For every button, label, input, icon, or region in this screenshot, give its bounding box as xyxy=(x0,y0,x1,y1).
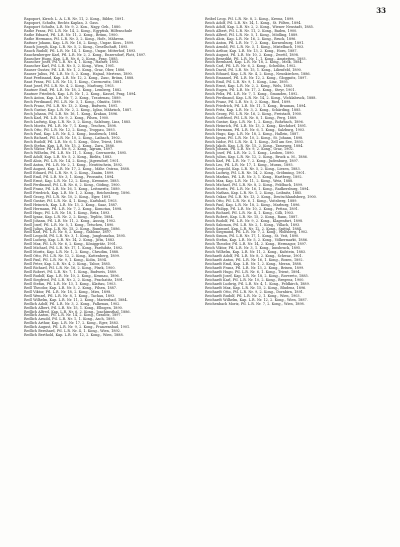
list-entry: Redl Hermann, Ptl. L.R. Nr. 7, 2. Kong., Komotau, 1898. xyxy=(24,206,123,211)
list-entry: Reichardt Rudolf, Ptl. L.R. Nr. 2, 1. Kong., Wien, 1903. xyxy=(205,293,301,298)
list-entry: Reich Salomon, Ptl. L.R. Nr. 2, 1. Kong., Villach, 1893. xyxy=(205,222,301,227)
list-entry: Reich Otto, Ptl. L.R. Nr. 6, 1. Kong., Voitsberg, 1889. xyxy=(205,198,298,203)
list-entry: Redl Heinrich, Kap. L.R. Nr. 13, 2. Kong., Saaz, 1887. xyxy=(24,202,119,207)
list-entry: Reich Simon, Ptl. L.R. Nr. 17, 1. Kong., St. Veit, 1890. xyxy=(205,234,300,239)
list-entry: Rautner Emil, Ptl. L.R. Nr. 18, 2. Kong., Lemberg, 1882. xyxy=(24,88,123,93)
list-entry: Redlich Anton, Ptl. L.R. Nr. 14, 2. Kong., Graslitz, 1897. xyxy=(24,313,122,318)
list-entry: Rauch Joseph, Kap. L.R. Nr. 5, 2. Kong., Gesellschaft, 1895. xyxy=(24,44,129,49)
list-entry: Redl Paul, Ptl. L.R. Nr. 9, 1. Kong., Kolin, 1894. xyxy=(24,258,107,263)
list-entry: Redl Stefan, Ptl. L.R. Nr. 13, 1. Kong., Klattau, 1903. xyxy=(24,281,117,286)
list-entry: Rauch Rudolf, Ptl. L.R. Nr. 14, 1. Kong., Ungar, Mitterhof, 1893. xyxy=(24,48,137,53)
list-entry: Reich Anton, Ptl. L.R. Nr. 7, 2. Kong., Korneuburg, 1891. xyxy=(205,40,305,45)
list-entry: Reich Robert, Kap. L.R. Nr. 15, 2. Kong., Rann, 1887. xyxy=(205,214,299,219)
list-entry: Rapoport, Kirsch L. A. L.R. Nr. 11, 2. Kong., Bilder, 1891. xyxy=(24,17,125,21)
list-entry: Reich Carl, Ptl. L.R. Nr. 6, 2. Kong., Scheibbs, 1902. xyxy=(205,64,297,69)
list-entry: Redl Johann, Ptl. L.R. Nr. 11, 2. Kong., Aussig, 1902. xyxy=(24,218,117,223)
list-entry: Reich Leopold, Kap. L.R. Nr. 5, 2. Kong., Liezen, 1883. xyxy=(205,167,301,172)
list-entry: Rapoport Schultz, L.R. Nr. 9, 2. Kon., Nagy. Geb., 1880. xyxy=(24,24,122,29)
list-entry: Reich Markus, Ptl. L.R. Nr. 3, 1. Kong., Hartberg, 1892. xyxy=(205,175,303,180)
list-entry: Reich Wilhelm, Kap. L.R. Nr. 11, 2. Kong., Kufstein, 1883. xyxy=(205,250,307,255)
list-entry: Redl Gustav, Ptl. L.R. Nr. 4, 1. Kong., Karlsbad, 1903. xyxy=(24,198,118,203)
list-entry: Redl Ignaz, Kap. L.R. Nr. 2, 2. Kong., Teplitz, 1884. xyxy=(24,214,114,219)
list-entry: Redl Julius, Kap. L.R. Nr. 15, 2. Kong., Rumburg, 1886. xyxy=(24,226,121,231)
list-entry: Reich Georg, Ptl. L.R. Nr. 16, 2. Kong., Freistadt, 1900. xyxy=(205,111,303,116)
list-entry: Redl Robert, Ptl. L.R. Nr. 7, 1. Kong., Budweis, 1889. xyxy=(24,270,118,274)
list-entry: Rech Ferdinand, Ptl. L.R. Nr. 3, 1. Kong., Olmütz, 1899. xyxy=(24,100,122,105)
list-entry: Reichardt Franz, Ptl. L.R. Nr. 13, 2. Kong., Brixen, 1899. xyxy=(205,266,305,271)
list-entry: Rech Moritz, Ptl. L.R. Nr. 7, 1. Kong., Teschen, 1898. xyxy=(24,123,117,128)
list-entry: Reich Eugen, Ptl. L.R. Nr. 17, 2. Kong., Steyr, 1901. xyxy=(205,88,296,93)
list-entry: Redl Viktor, Ptl. L.R. Nr. 18, 2. Kong., Mies, 1898. xyxy=(24,289,112,294)
list-entry: Redl Hugo, Ptl. L.R. Nr. 18, 1. Kong., Brüx, 1893. xyxy=(24,210,111,215)
list-entry: Reich Viktor, Ptl. L.R. Nr. 3, 1. Kong., Innsbruck, 1895. xyxy=(205,246,302,251)
list-entry: Rech Anton, Kap. L.R. Nr. 7, 2. Kong., Trautenau, 1889. xyxy=(24,96,122,101)
list-entry: Reichardt Wilhelm, Kap. L.R. Nr. 12, 2. Kong., Wien, 1887. xyxy=(205,297,308,302)
list-entry: Redl Leopold, Ptl. L.R. Nr. 3, 1. Kong., Jungbunzlau, 1895. xyxy=(24,234,126,239)
list-entry: Reich Max, Kap. L.R. Nr. 11, 2. Kong., Weiz, 1888. xyxy=(205,179,294,184)
list-entry: Rauser Julius, Ptl. L.R. Nr. 5, 2. Kong., Hajnal, Mertens, 1890. xyxy=(24,72,133,77)
list-entry: Redl August, Kap. L.R. Nr. 17, 2. Kong., Mähr. Ostrau, 1888. xyxy=(24,167,130,172)
list-entry: Redl Siegfried, Ptl. L.R. Nr. 2, 2. Kong., Prachatitz, 1891. xyxy=(24,277,125,282)
list-entry: Reich Philipp, Ptl. L.R. Nr. 10, 2. Kong., Pettau, 1891. xyxy=(205,206,299,211)
list-entry: Reich Michael, Ptl. L.R. Nr. 8, 2. Kong., Feldbach, 1899. xyxy=(205,183,304,188)
list-entry: Reich Bernhard, Kap. L.R. Nr. 18, 2. Kong., Melk, 1884. xyxy=(205,60,303,65)
right-column xyxy=(205,18,373,307)
list-entry: Redl Emil, Ptl. L.R. Nr. 3, 1. Kong., Prossnitz, 1894. xyxy=(24,175,115,180)
list-entry: Reich Gottfried, Ptl. L.R. Nr. 8, 1. Kong., Perg, 1889. xyxy=(205,115,298,120)
list-entry: Redl Michael, Ptl. L.R. Nr. 17, 1. Kong., Pardubitz, 1892. xyxy=(24,246,124,251)
list-entry: Rech Johann, Ptl. L.R. Nr. 16, 1. Kong., Krakau, 1896. xyxy=(24,111,119,116)
list-entry: Raut Ferdinand, Kap. L.R. Nr. 12, 2. Kong., Zauc, Brünn, 1888. xyxy=(24,76,135,81)
list-entry: Rech Karl, Ptl. L.R. Nr. 9, 2. Kong., Pilsen, 1900. xyxy=(24,115,110,120)
list-entry: Rathe Franz, Ptl. L.R. Nr. 14, 2. Kong., Egyptisk, Hilfenschule xyxy=(24,28,133,33)
list-entry: Reich Alfred, Ptl. L.R. Nr. 5, 1. Kong., Mödling, 1889. xyxy=(205,32,299,37)
page-number: 33 xyxy=(376,6,386,15)
list-entry: Rech Viktor, Ptl. L.R. Nr. 8, 2. Kong., Agram, 1897. xyxy=(24,147,114,152)
list-entry: Redlich Arnold, Ptl. L.R. Nr. 1, 1. Kong., Asch, 1895. xyxy=(24,317,116,322)
list-entry: Redl Ferdinand, Ptl. L.R. Nr. 6, 2. Kong., Göding, 1900. xyxy=(24,183,121,188)
list-entry: Reich Paul, Kap. L.R. Nr. 18, 2. Kong., Marburg, 1896. xyxy=(205,202,301,207)
list-entry: Reich Stefan, Kap. L.R. Nr. 5, 2. Kong., Völkermarkt, 1886. xyxy=(205,238,308,243)
list-entry: Reich Emil, Ptl. L.R. Nr. 9, 1. Kong., Linz, 1895. xyxy=(205,80,289,85)
list-entry: Reich Josef, Ptl. L.R. Nr. 2, 1. Kong., Leoben, 1890. xyxy=(205,151,295,156)
left-column xyxy=(24,18,192,338)
list-entry: Rech Otto, Ptl. L.R. Nr. 12, 2. Kong., Troppau, 1893. xyxy=(24,127,116,132)
list-entry: Reich Isidor, Ptl. L.R. Nr. 4, 1. Kong., Zell am See, 1893. xyxy=(205,139,304,144)
list-entry: Reich Eduard, Kap. L.R. Nr. 4, 2. Kong., Neunkirchen, 1886. xyxy=(205,72,311,77)
list-entry: Reich Moritz, Ptl. L.R. Nr. 16, 1. Kong., Radkersburg, 1894. xyxy=(205,186,310,191)
list-entry: Reich Nathan, Kap. L.R. Nr. 1, 2. Kong., Leibnitz, 1885. xyxy=(205,190,303,195)
list-entry: Rapoport, Schultz, Rechts Kaplan, 3. Gass. xyxy=(24,20,99,25)
list-entry: Rech Rudolf, Ptl. L.R. Nr. 6, 1. Kong., Görz, Triest, 1890. xyxy=(24,139,124,144)
list-entry: Rauchenberger Karl, Ptl. L.R. Nr. 2, 2. Kong., Enzersdorf, Plott, 1897. xyxy=(24,52,147,57)
list-entry: Redl Rudolf, Kap. L.R. Nr. 10, 2. Kong., Krumau, 1896. xyxy=(24,273,120,278)
list-entry: Reich Oskar, Ptl. L.R. Nr. 13, 2. Kong., Deutschlandsberg, 1900. xyxy=(205,194,317,199)
list-entry: Redl Wenzel, Ptl. L.R. Nr. 8, 1. Kong., Tachau, 1893. xyxy=(24,293,116,298)
list-entry: Redl Friedrich, Kap. L.R. Nr. 1, 2. Kong., Reichenberg, 1896. xyxy=(24,190,131,195)
list-entry: Redlich Alfred, Kap. L.R. Nr. 6, 2. Kong., Joachimsthal, 1886. xyxy=(24,309,131,314)
list-entry: Reichardt Otto, Ptl. L.R. Nr. 9, 2. Kong., Dornbirn, 1891. xyxy=(205,289,304,294)
list-entry: Redl Moritz, Kap. L.R. Nr. 1, 2. Kong., Chrudim, 1888. xyxy=(24,250,120,255)
list-entry: Rech Paul, Kap. L.R. Nr. 4, 2. Kong., Innsbruck, 1884. xyxy=(24,131,119,136)
list-entry: Rauscher Hugo, Kap. L.R. Nr. 6, 2. Kong., Prag, 1885. xyxy=(24,56,119,61)
list-entry: Reich Samuel, Kap. L.R. Nr. 12, 2. Kong., Spittal, 1884. xyxy=(205,226,303,231)
list-entry: Redl Adolf, Kap. L.R. Nr. 5, 2. Kong., Bielitz, 1883. xyxy=(24,155,113,160)
list-entry: Redl Franz, Ptl. L.R. Nr. 16, 1. Kong., Leitmeritz, 1889. xyxy=(24,186,121,191)
list-entry: Rech Richard, Ptl. L.R. Nr. 10, 2. Kong., Laibach, 1902. xyxy=(24,135,121,140)
list-entry: Reich Karl, Ptl. L.R. Nr. 7, 2. Kong., Judenburg, 1897. xyxy=(205,159,299,164)
list-entry: Redlich August, Ptl. L.R. Nr. 9, 2. Kong., Franzensbad, 1901. xyxy=(24,325,131,330)
list-entry: Rauscher Karl, Ptl. L.R. Nr. 5, 2. Kong., Wien, 1901. xyxy=(24,64,116,69)
list-entry: Reichardt Emil, Kap. L.R. Nr. 1, 2. Kong., Meran, 1888. xyxy=(205,262,302,267)
list-entry: Reich Franz, Ptl. L.R. Nr. 5, 2. Kong., Ried, 1899. xyxy=(205,100,292,105)
list-entry: Reich Gustav, Kap. L.R. Nr. 1, 2. Kong., Rohrbach, 1896. xyxy=(205,119,304,124)
list-entry: Reich Albert, Ptl. L.R. Nr. 11, 2. Kong., Baden, 1900. xyxy=(205,28,298,33)
list-entry: Redl Ludwig, Kap. L.R. Nr. 14, 2. Kong., Jičín, 1883. xyxy=(24,238,116,243)
list-entry: Reichardt Josef, Kap. L.R. Nr. 18, 2. Kong., Rovereto, 1885. xyxy=(205,273,309,278)
list-entry: Reich Julius, Kap. L.R. Nr. 12, 2. Kong., Bruck a. M., 1886. xyxy=(205,155,308,160)
list-entry: Reichardt Hugo, Ptl. L.R. Nr. 6, 1. Kong., Trient, 1894. xyxy=(205,270,301,274)
list-entry: Reich Benedikt, Ptl. L.R. Nr. 1, 1. Kong., Amstetten, 1893. xyxy=(205,56,307,61)
list-entry: Redl Theodor, Kap. L.R. Nr. 5, 2. Kong., Pilsen, 1887. xyxy=(24,285,118,290)
list-entry: Reichardt Anton, Ptl. L.R. Nr. 16, 1. Kong., Bozen, 1892. xyxy=(205,258,304,263)
list-entry: Rattner Johann, Kap. L.R. Nr. 16, 2. Kong., Ungar. Koss., 1899. xyxy=(24,40,135,45)
list-entry: Reich Felix, Ptl. L.R. Nr. 7, 1. Kong., Gmunden, 1892. xyxy=(205,92,299,97)
list-entry: Reich Alois, Kap. L.R. Nr. 16, 2. Kong., Bruck, 1896. xyxy=(205,36,297,41)
list-entry: Redlich Albert, Ptl. L.R. Nr. 15, 1. Kong., Elbogen, 1890. xyxy=(24,305,123,310)
list-entry: Reich Theodor, Ptl. L.R. Nr. 14, 2. Kong., Hermagor, 1897. xyxy=(205,242,307,247)
list-entry: Reich Adolf, Ptl. L.R. Nr. 14, 1. Kong., St. Pölten, 1894. xyxy=(205,20,302,25)
list-entry: Reich Hugo, Kap. L.R. Nr. 18, 2. Kong., Hallein, 1887. xyxy=(205,131,300,136)
list-entry: Reich Arthur, Kap. L.R. Nr. 13, 2. Kong., Horn, 1887. xyxy=(205,48,298,53)
list-entry: Rech Ludwig, Kap. L.R. Nr. 3, 2. Kong., Salzburg, Linz, 1885. xyxy=(24,119,132,124)
list-entry: Reich August, Ptl. L.R. Nr. 10, 2. Kong., Zwettl, 1898. xyxy=(205,52,299,57)
list-entry: Redl Peter, Kap. L.R. Nr. 4, 2. Kong., Tabor, 1885. xyxy=(24,262,111,267)
list-entry: Redl Otto, Ptl. L.R. Nr. 12, 2. Kong., Kuttenberg, 1899. xyxy=(24,254,120,259)
list-entry: Reichardt Karl, Ptl. L.R. Nr. 10, 2. Kong., Bregenz, 1900. xyxy=(205,277,305,282)
list-entry: Reich Friedrich, Ptl. L.R. Nr. 11, 1. Kong., Braunau, 1894. xyxy=(205,103,307,108)
list-entry: Reichenbach Moriz, Ptl. L.R. Nr. 7, 2. Kong., Wien, 1898. xyxy=(205,301,305,306)
list-entry: Redlich Bernhard, Ptl. L.R. Nr. 4, 1. Kong., Wien, 1892. xyxy=(24,329,121,334)
list-entry: Raut Josef, Ptl. L.R. Nr. 4, 2. Kong., Marburg, 1903. xyxy=(24,84,115,89)
list-entry: Reich David, Ptl. L.R. Nr. 15, 1. Kong., Lilienfeld, 1890. xyxy=(205,68,302,73)
list-entry: Rauscher Josef, Ptl. L.R. Nr. 4, 1. Kong., Hafner, 1893. xyxy=(24,60,120,65)
list-entry: Redlich Adolf, Ptl. L.R. Nr. 3, 2. Kong., Falkenau, 1902. xyxy=(24,301,121,306)
list-entry: Redlich Berthold, Kap. L.R. Nr. 12, 2. Kong., Wien, 1888. xyxy=(24,333,124,338)
list-entry: Reich Johann, Ptl. L.R. Nr. 9, 2. Kong., Graz, 1902. xyxy=(205,147,294,152)
list-entry: Rech Franz, Ptl. L.R. Nr. 13, 2. Kong., Budweis, 1891. xyxy=(24,103,119,108)
list-entry: Redlich Arthur, Kap. L.R. Nr. 17, 2. Kong., Eger, 1883. xyxy=(24,321,119,326)
list-entry: Reich Ignaz, Ptl. L.R. Nr. 10, 2. Kong., St. Johann, 1898. xyxy=(205,135,304,140)
list-entry: Reich Leo, Ptl. L.R. Nr. 17, 1. Kong., Murau, 1895. xyxy=(205,163,294,168)
list-entry: Raut Franz, Ptl. L.R. Nr. 15, 1. Kong., Czernowitz, 1881. xyxy=(24,80,123,85)
list-entry: Reich Fritz, Kap. L.R. Nr. 3, 2. Kong., Schärding, 1885. xyxy=(205,107,302,112)
list-entry: Reichardt Ludwig, Ptl. L.R. Nr. 4, 1. Kong., Feldkirch, 1889. xyxy=(205,281,310,286)
list-entry: Reich Rudolf, Ptl. L.R. Nr. 9, 2. Kong., Klagenfurt, 1898. xyxy=(205,218,304,223)
list-entry: Reich Jakob, Kap. L.R. Nr. 15, 2. Kong., Tamsweg, 1884. xyxy=(205,143,304,148)
list-entry: Redl Anton, Ptl. L.R. Nr. 2, 1. Kong., Neutitschein, 1892. xyxy=(24,163,123,168)
list-entry: Rech Gustav, Kap. L.R. Nr. 2, 2. Kong., Iglau, Mährisch, 1887. xyxy=(24,107,133,112)
list-entry: Reich Richard, Ptl. L.R. Nr. 4, 1. Kong., Cilli, 1903. xyxy=(205,210,295,215)
list-entry: Rauser Gustav, Ptl. L.R. Nr. 1, 2. Kong., Graz, Ober, 1886. xyxy=(24,68,126,73)
list-entry: Redl Ernst, Kap. L.R. Nr. 12, 2. Kong., Kremsier, 1885. xyxy=(24,179,120,184)
list-entry: Redl Josef, Ptl. L.R. Nr. 5, 1. Kong., Tetschen, 1890. xyxy=(24,222,115,227)
list-entry: Rathe Hermann, Ptl. L.R. Nr. 3, 2. Kong., Hofr., Mährens. xyxy=(24,36,125,41)
list-entry: Reich Adolf, Kap. L.R. Nr. 2, 2. Kong., Wiener Neustadt, 1885. xyxy=(205,24,314,29)
list-entry: Redl Wilhelm, Kap. L.R. Nr. 11, 2. Kong., Marienbad, 1884. xyxy=(24,297,128,302)
list-entry: Reibel Leop. Ptl. L.R. Nr. 8, 2. Kong., Krems, 1899. xyxy=(205,17,295,21)
list-entry: Reich Ludwig, Ptl. L.R. Nr. 14, 2. Kong., Gröbming, 1901. xyxy=(205,171,306,176)
list-entry: Reich Emanuel, Ptl. L.R. Nr. 12, 2. Kong., Gloggnitz, 1897. xyxy=(205,76,308,81)
list-entry: Rech Wilhelm, Ptl. L.R. Nr. 11, 1. Kong., Czernowitz, 1895. xyxy=(24,151,128,156)
list-entry: Reichardt Max, Kap. L.R. Nr. 15, 2. Kong., Bludenz, 1896. xyxy=(205,285,307,290)
list-entry: Reich Hermann, Ptl. L.R. Nr. 6, 1. Kong., Salzburg, 1903. xyxy=(205,127,306,132)
list-entry: Rathe Eduard, Ptl. L.R. Nr. 11, 2. Kong., Brünn, 1900. xyxy=(24,32,119,37)
list-entry: Redl Richard, Ptl. L.R. Nr. 16, 2. Kong., Písek, 1900. xyxy=(24,266,116,271)
list-entry: Rautner Friedrich, Kap. L.R. Nr. 1, 2. Kong., Kassel, Prag, 1894. xyxy=(24,92,137,97)
list-entry: Redl Eduard, Ptl. L.R. Nr. 9, 2. Kong., Znaim, 1899. xyxy=(24,171,115,176)
list-entry: Reich Arnold, Ptl. L.R. Nr. 3, 1. Kong., Mistelbach, 1903. xyxy=(205,44,305,49)
list-entry: Redl Karl, Ptl. L.R. Nr. 8, 2. Kong., Gablonz, 1897. xyxy=(24,230,112,235)
list-entry: Reich Siegmund, Ptl. L.R. Nr. 7, 2. Kong., Wolfsberg, 1902. xyxy=(205,230,309,235)
list-entry: Redl Max, Ptl. L.R. Nr. 6, 2. Kong., Königgrätz, 1901. xyxy=(24,242,117,247)
list-entry: Reich Ferdinand, Kap. L.R. Nr. 14, 2. Kong., Vöcklabruck, 1888. xyxy=(205,96,317,101)
list-entry: Reich Ernst, Kap. L.R. Nr. 2, 2. Kong., Wels, 1883. xyxy=(205,84,294,89)
list-entry: Redl Alois, Ptl. L.R. Nr. 14, 2. Kong., Jägerndorf, 1901. xyxy=(24,159,120,164)
list-entry: Reichardt Adolf, Ptl. L.R. Nr. 8, 2. Kong., Schwaz, 1901. xyxy=(205,254,303,259)
list-entry: Reich Heinrich, Ptl. L.R. Nr. 13, 2. Kong., Kirchdorf, 1891. xyxy=(205,123,308,128)
list-entry: Redl Georg, Ptl. L.R. Nr. 10, 2. Kong., Eger, 1891. xyxy=(24,194,112,199)
list-entry: Rech Stefan, Kap. L.R. Nr. 15, 2. Kong., Zara, 1886. xyxy=(24,143,115,148)
